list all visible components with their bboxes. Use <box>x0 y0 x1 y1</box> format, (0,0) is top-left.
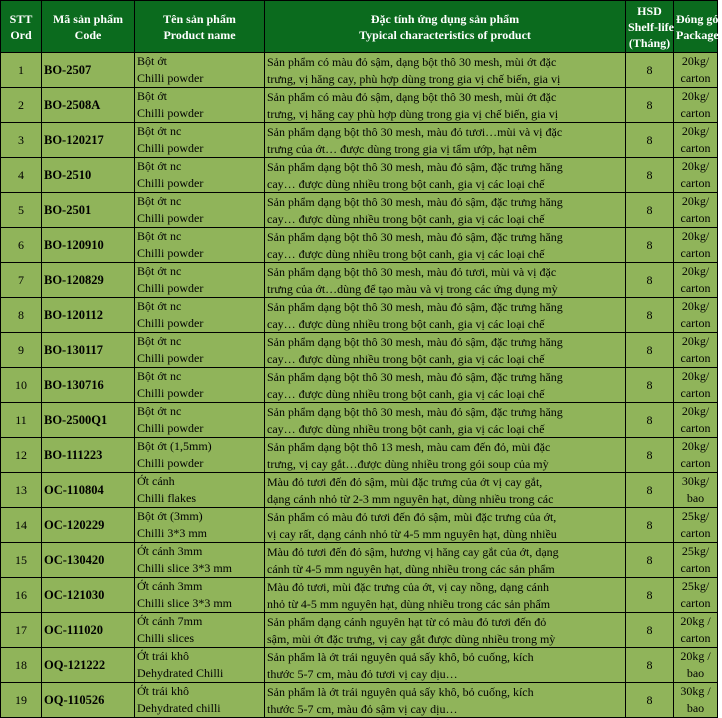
row-desc: Sản phẩm dạng bột thô 30 mesh, màu đỏ sậm, đặc trưng hăng cay… được dùng nhiều trong bột canh, gia vị các loại chế <box>265 333 626 368</box>
row-desc: Sản phẩm dạng cánh nguyên hạt từ có màu đỏ tươi đến đỏ sậm, mùi ớt đặc trưng, vị cay gắt được dùng nhiều trong mỳ <box>265 613 626 648</box>
row-name: Bột ớt nc Chilli powder <box>135 123 265 158</box>
header-stt: STT Ord <box>1 1 42 53</box>
row-hsd: 8 <box>626 88 674 123</box>
row-hsd: 8 <box>626 123 674 158</box>
table-row <box>1 123 718 158</box>
row-name: Bột ớt nc Chilli powder <box>135 368 265 403</box>
row-name: Bột ớt Chilli powder <box>135 88 265 123</box>
row-hsd: 8 <box>626 193 674 228</box>
header-row <box>1 1 718 53</box>
row-code: BO-2508A <box>42 88 135 123</box>
row-pack: 20kg / bao <box>674 648 718 683</box>
row-desc: Sản phẩm là ớt trái nguyên quả sấy khô, bỏ cuống, kích thước 5-7 cm, màu đỏ sậm vị cay dịu… <box>265 683 626 718</box>
row-pack: 20kg / carton <box>674 613 718 648</box>
row-code: BO-2501 <box>42 193 135 228</box>
row-pack: 20kg/ carton <box>674 403 718 438</box>
table-row <box>1 543 718 578</box>
table-row <box>1 648 718 683</box>
row-code: BO-120910 <box>42 228 135 263</box>
row-stt: 15 <box>1 543 42 578</box>
row-stt: 12 <box>1 438 42 473</box>
row-stt: 11 <box>1 403 42 438</box>
header-pack: Đóng gói Package <box>674 1 718 53</box>
row-code: BO-111223 <box>42 438 135 473</box>
row-hsd: 8 <box>626 263 674 298</box>
row-desc: Sản phẩm dạng bột thô 30 mesh, màu đỏ sậm, đặc trưng hăng cay… được dùng nhiều trong bột canh, gia vị các loại chế <box>265 403 626 438</box>
row-desc: Sản phẩm dạng bột thô 30 mesh, màu đỏ sậm, đặc trưng hăng cay… được dùng nhiều trong bột canh, gia vị các loại chế <box>265 193 626 228</box>
row-stt: 13 <box>1 473 42 508</box>
row-hsd: 8 <box>626 648 674 683</box>
table-row <box>1 158 718 193</box>
row-stt: 14 <box>1 508 42 543</box>
row-pack: 20kg/ carton <box>674 88 718 123</box>
row-hsd: 8 <box>626 473 674 508</box>
row-hsd: 8 <box>626 683 674 718</box>
row-name: Ớt trái khô Dehydrated Chilli <box>135 648 265 683</box>
row-pack: 20kg/ carton <box>674 263 718 298</box>
row-pack: 25kg/ carton <box>674 508 718 543</box>
row-code: BO-120829 <box>42 263 135 298</box>
row-pack: 20kg/ carton <box>674 193 718 228</box>
row-code: OC-120229 <box>42 508 135 543</box>
row-pack: 20kg/ carton <box>674 228 718 263</box>
row-name: Bột ớt (1,5mm) Chilli powder <box>135 438 265 473</box>
table-row <box>1 403 718 438</box>
row-pack: 20kg/ carton <box>674 53 718 88</box>
row-code: OQ-110526 <box>42 683 135 718</box>
table-row <box>1 53 718 88</box>
row-name: Bột ớt nc Chilli powder <box>135 263 265 298</box>
row-code: BO-120217 <box>42 123 135 158</box>
row-desc: Sản phẩm dạng bột thô 30 mesh, màu đỏ tươi, mùi và vị đặc trưng của ớt…dùng để tạo màu và vị trong các ứng dụng mỳ <box>265 263 626 298</box>
row-stt: 3 <box>1 123 42 158</box>
table-row <box>1 578 718 613</box>
table-row <box>1 683 718 718</box>
row-desc: Sản phẩm dạng bột thô 30 mesh, màu đỏ sậm, đặc trưng hăng cay… được dùng nhiều trong bột canh, gia vị các loại chế <box>265 298 626 333</box>
row-name: Ớt trái khô Dehydrated chilli <box>135 683 265 718</box>
table-row <box>1 298 718 333</box>
row-name: Bột ớt nc Chilli powder <box>135 228 265 263</box>
row-desc: Sản phẩm có màu đỏ tươi đến đỏ sậm, mùi đặc trưng của ớt, vị cay rất, dạng cánh nhỏ từ 4-5 mm nguyên hạt, dùng nhiều <box>265 508 626 543</box>
row-stt: 9 <box>1 333 42 368</box>
row-pack: 30kg/ bao <box>674 473 718 508</box>
row-desc: Sản phẩm có màu đỏ sậm, dạng bột thô 30 mesh, mùi ớt đặc trưng, vị hăng cay phù hợp dùng trong gia vị chế biến, gia vị <box>265 88 626 123</box>
row-hsd: 8 <box>626 508 674 543</box>
row-code: BO-2510 <box>42 158 135 193</box>
row-code: BO-120112 <box>42 298 135 333</box>
row-desc: Màu đỏ tươi, mùi đặc trưng của ớt, vị cay nồng, dạng cánh nhỏ từ 4-5 mm nguyên hạt, dùng nhiều trong các sản phẩm <box>265 578 626 613</box>
row-hsd: 8 <box>626 333 674 368</box>
row-stt: 10 <box>1 368 42 403</box>
row-name: Bột ớt (3mm) Chilli 3*3 mm <box>135 508 265 543</box>
row-code: BO-2500Q1 <box>42 403 135 438</box>
table-row <box>1 508 718 543</box>
row-hsd: 8 <box>626 438 674 473</box>
row-name: Ớt cánh 3mm Chilli slice 3*3 mm <box>135 543 265 578</box>
header-desc: Đặc tính ứng dụng sản phẩm Typical characteristics of product <box>265 1 626 53</box>
row-pack: 25kg/ carton <box>674 543 718 578</box>
row-name: Ớt cánh 7mm Chilli slices <box>135 613 265 648</box>
table-row <box>1 228 718 263</box>
row-pack: 30kg / bao <box>674 683 718 718</box>
row-pack: 25kg/ carton <box>674 578 718 613</box>
row-name: Bột ớt nc Chilli powder <box>135 158 265 193</box>
table-row <box>1 263 718 298</box>
row-stt: 18 <box>1 648 42 683</box>
row-code: OQ-121222 <box>42 648 135 683</box>
row-stt: 2 <box>1 88 42 123</box>
row-stt: 7 <box>1 263 42 298</box>
row-stt: 1 <box>1 53 42 88</box>
row-hsd: 8 <box>626 368 674 403</box>
table-row <box>1 613 718 648</box>
row-hsd: 8 <box>626 613 674 648</box>
row-hsd: 8 <box>626 53 674 88</box>
row-pack: 20kg/ carton <box>674 333 718 368</box>
row-stt: 4 <box>1 158 42 193</box>
row-code: OC-111020 <box>42 613 135 648</box>
row-hsd: 8 <box>626 578 674 613</box>
row-code: BO-2507 <box>42 53 135 88</box>
row-hsd: 8 <box>626 543 674 578</box>
header-code: Mã sản phẩm Code <box>42 1 135 53</box>
row-code: BO-130117 <box>42 333 135 368</box>
table-row <box>1 88 718 123</box>
row-code: OC-130420 <box>42 543 135 578</box>
table-row <box>1 473 718 508</box>
row-desc: Sản phẩm dạng bột thô 30 mesh, màu đỏ sậm, đặc trưng hăng cay… được dùng nhiều trong bột canh, gia vị các loại chế <box>265 158 626 193</box>
row-name: Ớt cánh 3mm Chilli slice 3*3 mm <box>135 578 265 613</box>
row-desc: Màu đỏ tươi đến đỏ sậm, mùi đặc trưng của ớt vị cay gắt, dạng cánh nhỏ từ 2-3 mm nguyên hạt, dùng nhiều trong các <box>265 473 626 508</box>
row-pack: 20kg/ carton <box>674 298 718 333</box>
row-desc: Sản phẩm có màu đỏ sậm, dạng bột thô 30 mesh, mùi ớt đặc trưng, vị hăng cay, phù hợp dùng trong gia vị chế biến, gia vị <box>265 53 626 88</box>
table-row <box>1 333 718 368</box>
header-name: Tên sản phẩm Product name <box>135 1 265 53</box>
row-code: OC-110804 <box>42 473 135 508</box>
table-row <box>1 368 718 403</box>
row-pack: 20kg/ carton <box>674 438 718 473</box>
row-stt: 17 <box>1 613 42 648</box>
row-hsd: 8 <box>626 158 674 193</box>
row-hsd: 8 <box>626 298 674 333</box>
row-hsd: 8 <box>626 403 674 438</box>
header-hsd: HSD Shelf-life (Tháng) <box>626 1 674 53</box>
row-desc: Sản phẩm dạng bột thô 30 mesh, màu đỏ tươi…mùi và vị đặc trưng của ớt… được dùng trong gia vị tẩm ướp, hạt nêm <box>265 123 626 158</box>
row-stt: 19 <box>1 683 42 718</box>
row-desc: Màu đỏ tươi đến đỏ sậm, hương vị hăng cay gắt của ớt, dạng cánh từ 4-5 mm nguyên hạt, dùng nhiều trong các sản phẩm <box>265 543 626 578</box>
row-code: OC-121030 <box>42 578 135 613</box>
row-desc: Sản phẩm dạng bột thô 30 mesh, màu đỏ sậm, đặc trưng hăng cay… được dùng nhiều trong bột canh, gia vị các loại chế <box>265 368 626 403</box>
row-desc: Sản phẩm dạng bột thô 13 mesh, màu cam đến đỏ, mùi đặc trưng, vị cay gắt…được dùng nhiều trong gói soup của mỳ <box>265 438 626 473</box>
row-stt: 8 <box>1 298 42 333</box>
table-row <box>1 193 718 228</box>
row-code: BO-130716 <box>42 368 135 403</box>
row-hsd: 8 <box>626 228 674 263</box>
row-pack: 20kg/ carton <box>674 368 718 403</box>
row-desc: Sản phẩm dạng bột thô 30 mesh, màu đỏ sậm, đặc trưng hăng cay… được dùng nhiều trong bột canh, gia vị các loại chế <box>265 228 626 263</box>
row-stt: 5 <box>1 193 42 228</box>
row-pack: 20kg/ carton <box>674 158 718 193</box>
row-stt: 6 <box>1 228 42 263</box>
row-name: Bột ớt Chilli powder <box>135 53 265 88</box>
row-name: Bột ớt nc Chilli powder <box>135 193 265 228</box>
row-stt: 16 <box>1 578 42 613</box>
row-name: Bột ớt nc Chilli powder <box>135 298 265 333</box>
row-name: Bột ớt nc Chilli powder <box>135 403 265 438</box>
row-desc: Sản phẩm là ớt trái nguyên quả sấy khô, bỏ cuống, kích thước 5-7 cm, màu đỏ tươi vị cay dịu… <box>265 648 626 683</box>
table-row <box>1 438 718 473</box>
row-name: Ớt cánh Chilli flakes <box>135 473 265 508</box>
row-pack: 20kg/ carton <box>674 123 718 158</box>
row-name: Bột ớt nc Chilli powder <box>135 333 265 368</box>
